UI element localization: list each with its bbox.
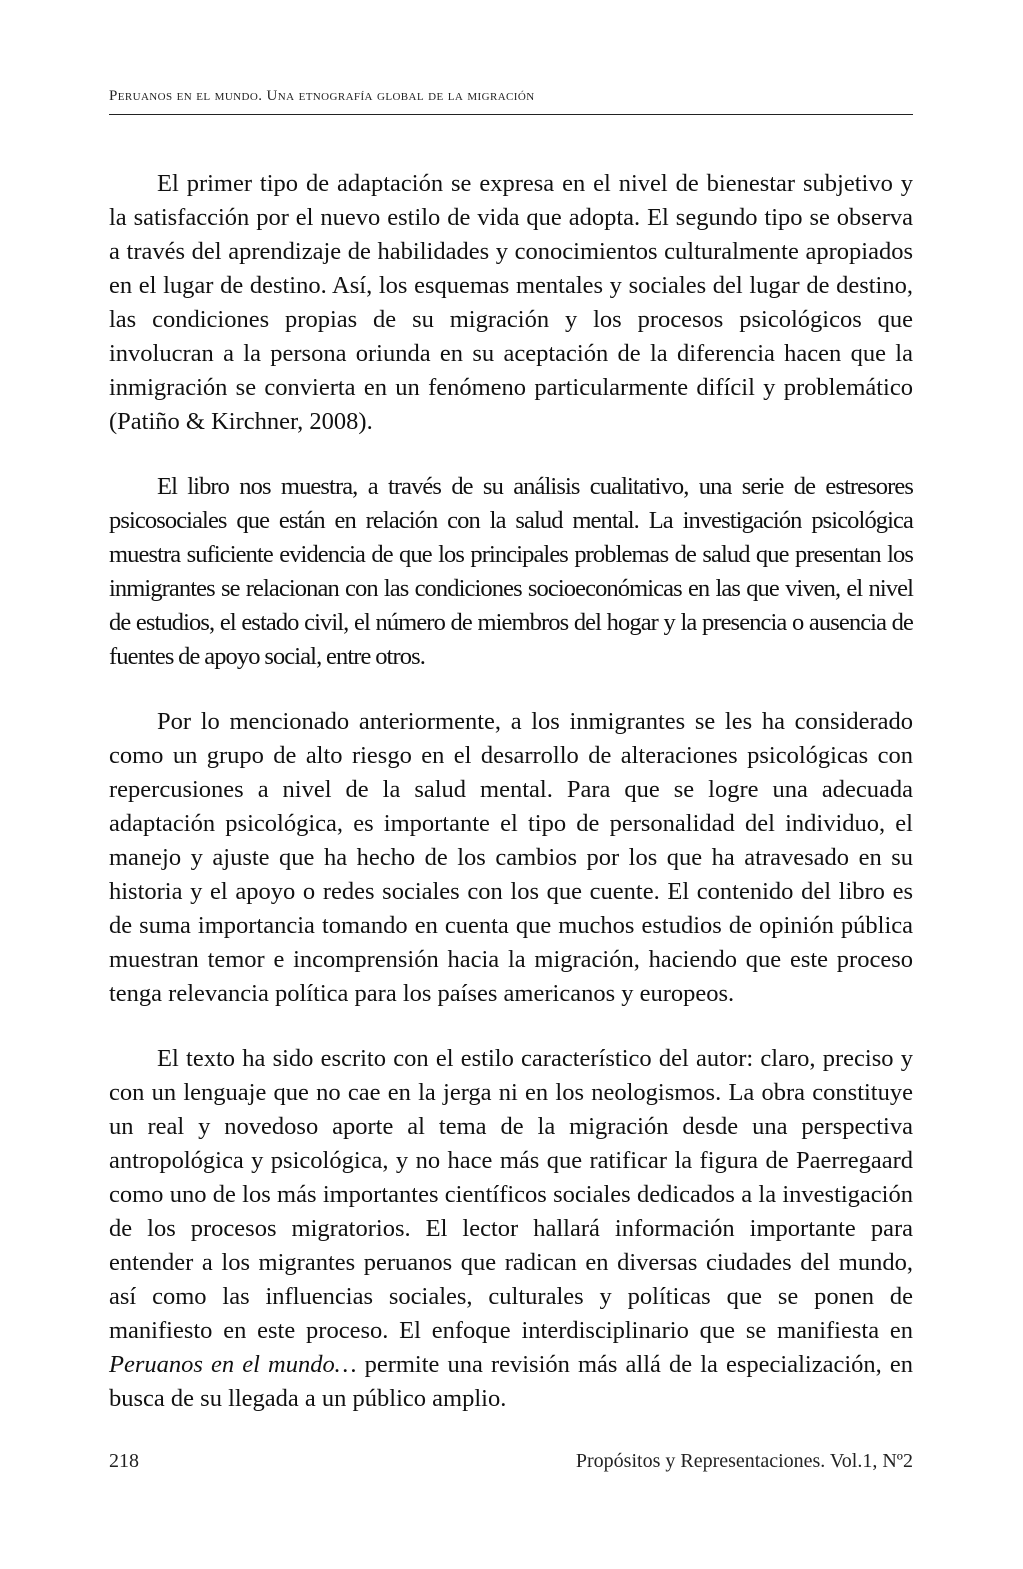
paragraph-4-tail: permite una revisión más allá de la especialización, en busca de su llegada a un público amplio. bbox=[109, 1351, 913, 1412]
journal-citation: Propósitos y Representaciones. Vol.1, Nº2 bbox=[575, 1450, 913, 1472]
body-text bbox=[109, 167, 913, 1447]
paragraph-2: El libro nos muestra, a través de su análisis cualitativo, una serie de estresores psicosociales que están en relación con la salud mental. La investigación psicológica muestra suficiente evidencia de que los principales problemas de salud que presentan los inmigrantes se relacionan con las condiciones socioeconómicas en las que viven, el nivel de estudios, el estado civil, el número de miembros del hogar y la presencia o ausencia de fuentes de apoyo social, entre otros. bbox=[109, 473, 913, 670]
paragraph-4-lead: El texto ha sido escrito con el estilo característico del autor: claro, preciso y con un lenguaje que no cae en la jerga ni en los neologismos. La obra constituye un real y novedoso aporte al tema de la migración desde una perspectiva antropológica y psicológica, y no hace más que ratificar la figura de Paerregaard como uno de los más importantes científicos sociales dedicados a la investigación de los procesos migratorios. El lector hallará información importante para entender a los migrantes peruanos que radican en diversas ciudades del mundo, así como las influencias sociales, culturales y políticas que se ponen de manifiesto en este proceso. El enfoque interdisciplinario que se manifiesta en bbox=[109, 1045, 913, 1344]
book-title-italic: Peruanos en el mundo… bbox=[109, 1351, 357, 1378]
paragraph-4 bbox=[109, 1042, 913, 1416]
header-rule bbox=[109, 114, 913, 115]
running-header: Peruanos en el mundo. Una etnografía global de la migración bbox=[109, 88, 535, 104]
page-number: 218 bbox=[109, 1450, 139, 1472]
paragraph-1: El primer tipo de adaptación se expresa en el nivel de bienestar subjetivo y la satisfacción por el nuevo estilo de vida que adopta. El segundo tipo se observa a través del aprendizaje de habilidades y conocimientos culturalmente apropiados en el lugar de destino. Así, los esquemas mentales y sociales del lugar de destino, las condiciones propias de su migración y los procesos psicológicos que involucran a la persona oriunda en su aceptación de la diferencia hacen que la inmigración se convierta en un fenómeno particularmente difícil y problemático (Patiño & Kirchner, 2008). bbox=[109, 170, 913, 435]
paragraph-3: Por lo mencionado anteriormente, a los inmigrantes se les ha considerado como un grupo de alto riesgo en el desarrollo de alteraciones psicológicas con repercusiones a nivel de la salud mental. Para que se logre una adecuada adaptación psicológica, es importante el tipo de personalidad del individuo, el manejo y ajuste que ha hecho de los cambios por los que ha atravesado en su historia y el apoyo o redes sociales con los que cuente. El contenido del libro es de suma importancia tomando en cuenta que muchos estudios de opinión pública muestran temor e incomprensión hacia la migración, haciendo que este proceso tenga relevancia política para los países americanos y europeos. bbox=[109, 708, 913, 1007]
